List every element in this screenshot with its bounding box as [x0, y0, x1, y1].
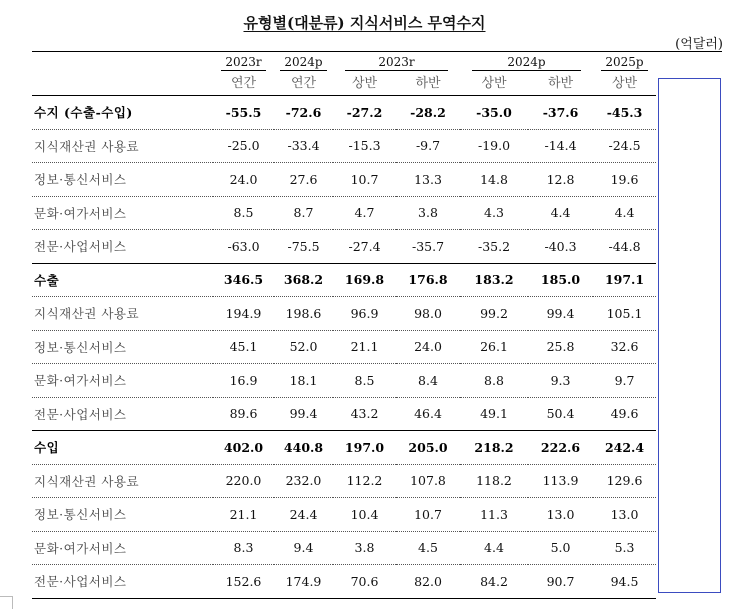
table-cell: 24.0 [213, 163, 274, 197]
table-row [32, 163, 722, 197]
table-cell: 13.0 [528, 498, 593, 532]
table-row [32, 230, 722, 264]
table-cell: 8.8 [460, 364, 528, 398]
row-label: 지식재산권 사용료 [32, 464, 213, 498]
table-cell: -9.7 [396, 129, 460, 163]
table-cell: 43.2 [333, 397, 396, 431]
table-cell: -27.4 [333, 230, 396, 264]
table-cell: 32.6 [593, 330, 656, 364]
period-header: 하반 [528, 72, 593, 96]
table-cell: 82.0 [396, 565, 460, 599]
table-cell: 105.1 [593, 297, 656, 331]
table-cell: 18.1 [274, 364, 333, 398]
table-row [32, 129, 722, 163]
table-cell: 96.9 [333, 297, 396, 331]
header-row-years [32, 52, 722, 73]
table-cell: -40.3 [528, 230, 593, 264]
year-header: 2024p [472, 54, 581, 71]
page-corner-mark [0, 596, 13, 609]
table-cell: 99.4 [528, 297, 593, 331]
table-cell: 8.3 [213, 531, 274, 565]
table-cell: 45.1 [213, 330, 274, 364]
table-cell: 25.8 [528, 330, 593, 364]
table-cell: -44.8 [593, 230, 656, 264]
table-cell: 4.4 [593, 196, 656, 230]
table-cell: 10.4 [333, 498, 396, 532]
highlight-frame-2025p [658, 78, 721, 593]
table-cell: 346.5 [223, 272, 264, 288]
row-label: 수지 (수출-수입) [34, 105, 133, 121]
year-header: 2023r [221, 54, 265, 71]
table-row [32, 263, 722, 297]
table-cell: 8.5 [333, 364, 396, 398]
table-cell: 242.4 [604, 439, 645, 455]
table-cell: -19.0 [460, 129, 528, 163]
period-header: 연간 [213, 72, 274, 96]
table-cell: 129.6 [593, 464, 656, 498]
table-cell: 94.5 [593, 565, 656, 599]
row-label: 지식재산권 사용료 [32, 297, 213, 331]
table-row [32, 464, 722, 498]
table-cell: 24.4 [274, 498, 333, 532]
year-header: 2023r [345, 54, 448, 71]
table-cell: -15.3 [333, 129, 396, 163]
table-cell: 4.5 [396, 531, 460, 565]
table-cell: 46.4 [396, 397, 460, 431]
table-cell: -63.0 [213, 230, 274, 264]
table-cell: 218.2 [474, 439, 514, 455]
table-cell: 4.3 [460, 196, 528, 230]
table-cell: 118.2 [460, 464, 528, 498]
table-cell: 169.8 [344, 272, 385, 288]
period-header: 상반 [593, 72, 656, 96]
row-label: 수입 [34, 440, 60, 456]
table-cell: 49.1 [460, 397, 528, 431]
table-cell: 27.6 [274, 163, 333, 197]
table-cell: 3.8 [333, 531, 396, 565]
table-row [32, 498, 722, 532]
table-cell: 8.5 [213, 196, 274, 230]
table-cell: 9.7 [593, 364, 656, 398]
table-cell: 50.4 [528, 397, 593, 431]
table-cell: 198.6 [274, 297, 333, 331]
row-label: 전문·사업서비스 [32, 397, 213, 431]
table-cell: -14.4 [528, 129, 593, 163]
row-label: 지식재산권 사용료 [32, 129, 213, 163]
table-row [32, 297, 722, 331]
year-header: 2024p [280, 54, 326, 71]
table-cell: 10.7 [396, 498, 460, 532]
table-row [32, 196, 722, 230]
table-row [32, 431, 722, 465]
table-cell: 52.0 [274, 330, 333, 364]
table-cell: -75.5 [274, 230, 333, 264]
table-cell: 4.7 [333, 196, 396, 230]
table-row [32, 364, 722, 398]
table-cell: 4.4 [460, 531, 528, 565]
trade-balance-table [32, 51, 722, 599]
row-label: 정보·통신서비스 [32, 498, 213, 532]
table-cell: -37.6 [542, 104, 579, 120]
table-cell: -27.2 [346, 104, 383, 120]
table-cell: 197.0 [344, 439, 385, 455]
table-cell: 222.6 [540, 439, 581, 455]
table-cell: 176.8 [408, 272, 448, 288]
table-cell: 98.0 [396, 297, 460, 331]
table-cell: 8.4 [396, 364, 460, 398]
table-row [32, 96, 722, 130]
table-cell: -72.6 [285, 104, 322, 120]
table-cell: 5.3 [593, 531, 656, 565]
row-label: 문화·여가서비스 [32, 364, 213, 398]
period-header: 상반 [460, 72, 528, 96]
row-label: 문화·여가서비스 [32, 196, 213, 230]
table-cell: -35.2 [460, 230, 528, 264]
table-cell: 99.4 [274, 397, 333, 431]
table-cell: -33.4 [274, 129, 333, 163]
table-cell: 205.0 [408, 439, 448, 455]
table-cell: -45.3 [606, 104, 643, 120]
row-label: 수출 [34, 272, 60, 288]
table-title: 유형별(대분류) 지식서비스 무역수지 [243, 14, 486, 32]
table-cell: 21.1 [213, 498, 274, 532]
table-cell: 9.3 [528, 364, 593, 398]
header-corner [32, 52, 213, 73]
table-cell: 26.1 [460, 330, 528, 364]
table-cell: 152.6 [213, 565, 274, 599]
table-cell: 16.9 [213, 364, 274, 398]
table-cell: 10.7 [333, 163, 396, 197]
row-label: 문화·여가서비스 [32, 531, 213, 565]
table-cell: 174.9 [274, 565, 333, 599]
table-cell: 90.7 [528, 565, 593, 599]
table-cell: 13.0 [593, 498, 656, 532]
table-cell: 99.2 [460, 297, 528, 331]
table-cell: -24.5 [593, 129, 656, 163]
table-cell: 112.2 [333, 464, 396, 498]
table-cell: 5.0 [528, 531, 593, 565]
table-cell: 107.8 [396, 464, 460, 498]
table-cell: 368.2 [283, 272, 324, 288]
table-cell: 21.1 [333, 330, 396, 364]
table-cell: 14.8 [460, 163, 528, 197]
table-cell: -35.7 [396, 230, 460, 264]
year-header: 2025p [601, 54, 647, 71]
table-cell: 4.4 [528, 196, 593, 230]
table-cell: 13.3 [396, 163, 460, 197]
table-cell: 440.8 [283, 439, 324, 455]
table-cell: 8.7 [274, 196, 333, 230]
table-cell: 3.8 [396, 196, 460, 230]
table-cell: 89.6 [213, 397, 274, 431]
header-row-periods [32, 72, 722, 96]
table-cell: 11.3 [460, 498, 528, 532]
row-label: 정보·통신서비스 [32, 330, 213, 364]
period-header: 상반 [333, 72, 396, 96]
table-cell: -25.0 [213, 129, 274, 163]
table-cell: -55.5 [225, 104, 262, 120]
row-label: 정보·통신서비스 [32, 163, 213, 197]
table-cell: 197.1 [604, 272, 645, 288]
table-cell: 194.9 [213, 297, 274, 331]
table-cell: 113.9 [528, 464, 593, 498]
table-cell: 70.6 [333, 565, 396, 599]
table-cell: 84.2 [460, 565, 528, 599]
table-cell: 12.8 [528, 163, 593, 197]
period-header: 하반 [396, 72, 460, 96]
table-cell: 24.0 [396, 330, 460, 364]
table-cell: 9.4 [274, 531, 333, 565]
row-label: 전문·사업서비스 [32, 230, 213, 264]
table-cell: -35.0 [476, 104, 512, 120]
table-cell: 19.6 [593, 163, 656, 197]
table-row [32, 397, 722, 431]
table-row [32, 565, 722, 599]
table-cell: 185.0 [540, 272, 581, 288]
table-cell: 220.0 [213, 464, 274, 498]
row-label: 전문·사업서비스 [32, 565, 213, 599]
table-row [32, 330, 722, 364]
unit-label: (억달러) [675, 37, 723, 52]
period-header: 연간 [274, 72, 333, 96]
table-row [32, 531, 722, 565]
table-cell: -28.2 [410, 104, 446, 120]
table-cell: 402.0 [223, 439, 264, 455]
table-cell: 49.6 [593, 397, 656, 431]
table-cell: 183.2 [474, 272, 514, 288]
table-cell: 232.0 [274, 464, 333, 498]
